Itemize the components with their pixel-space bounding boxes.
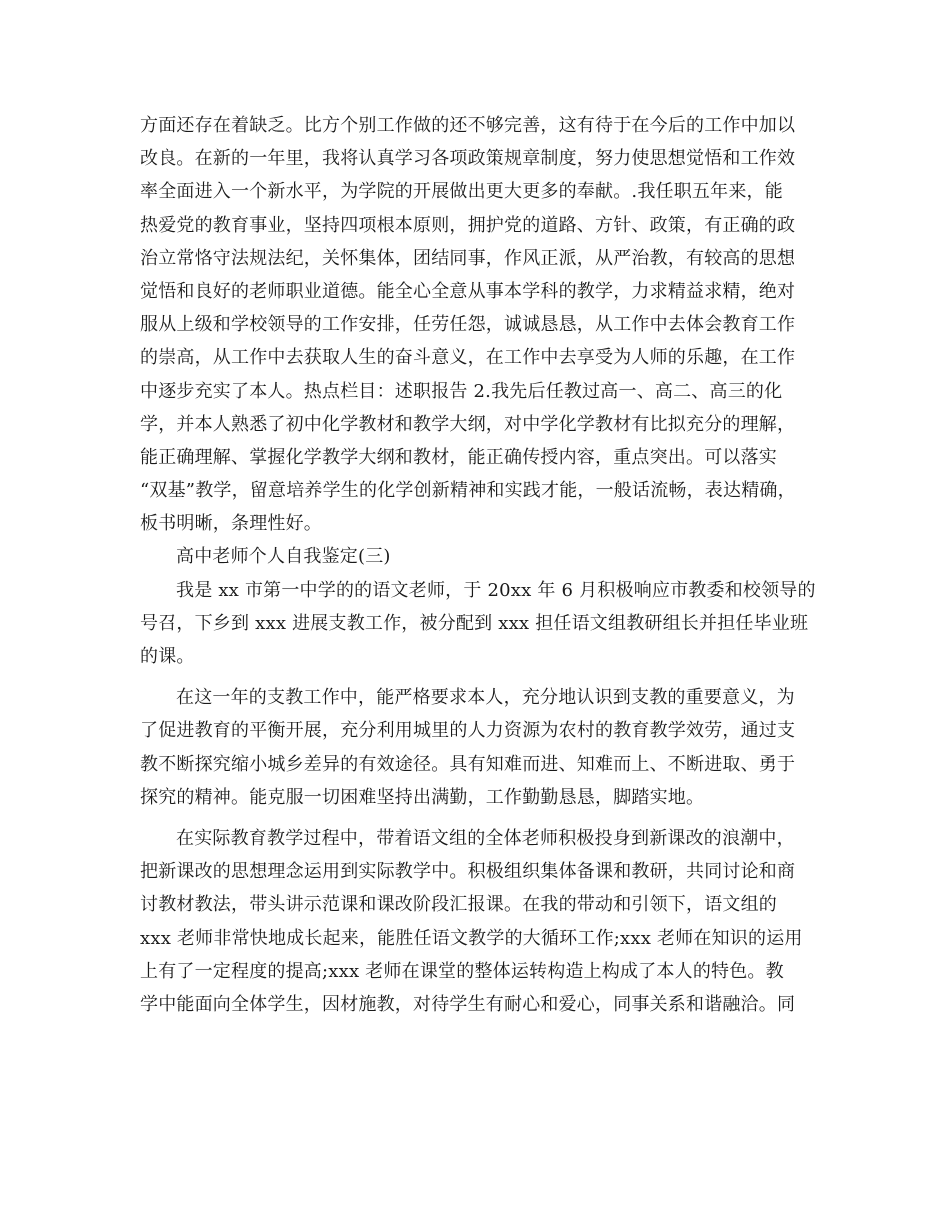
text-line: 把新课改的思想理念运用到实际教学中。积极组织集体备课和教研，共同讨论和商 <box>140 861 796 883</box>
paragraph-gap <box>140 673 830 681</box>
text-line: 讨教材教法，带头讲示范课和课改阶段汇报课。在我的带动和引领下，语文组的 <box>140 894 777 916</box>
text-line: 热爱党的教育事业，坚持四项根本原则，拥护党的道路、方针、政策，有正确的政 <box>140 214 796 236</box>
text-line: xxx 老师非常快地成长起来，能胜任语文教学的大循环工作;xxx 老师在知识的运用 <box>140 927 803 949</box>
paragraph-intro <box>140 574 830 674</box>
text-line: 中逐步充实了本人。热点栏目：述职报告 2.我先后任教过高一、高二、高三的化 <box>140 380 783 402</box>
text-line: “双基”教学，留意培养学生的化学创新精神和实践才能，一般话流畅，表达精确， <box>140 480 796 502</box>
paragraph-gap <box>140 814 830 822</box>
text-line: 探究的精神。能克服一切困难坚持出满勤，工作勤勤恳恳，脚踏实地。 <box>140 786 705 808</box>
text-line: 在这一年的支教工作中，能严格要求本人，充分地认识到支教的重要意义，为 <box>176 687 795 709</box>
text-line: 治立常恪守法规法纪，关怀集体，团结同事，作风正派，从严治教，有较高的思想 <box>140 247 796 269</box>
text-line: 在实际教育教学过程中，带着语文组的全体老师积极投身到新课改的浪潮中， <box>176 827 795 849</box>
text-line: 板书明晰，条理性好。 <box>140 513 322 535</box>
text-line: 方面还存在着缺乏。比方个别工作做的还不够完善，这有待于在今后的工作中加以 <box>140 115 796 136</box>
paragraph-teaching <box>140 822 830 1021</box>
text-line: 学，并本人熟悉了初中化学教材和教学大纲，对中学化学教材有比拟充分的理解， <box>140 413 796 435</box>
document-body <box>140 109 830 1021</box>
text-line: 觉悟和良好的老师职业道德。能全心全意从事本学科的教学，力求精益求精，绝对 <box>140 280 796 302</box>
text-line: 率全面进入一个新水平，为学院的开展做出更大更多的奉献。.我任职五年来，能 <box>140 181 783 203</box>
section-heading: 高中老师个人自我鉴定(三) <box>176 546 391 568</box>
text-line: 的课。 <box>140 646 195 667</box>
text-line: 教不断探究缩小城乡差异的有效途径。具有知难而进、知难而上、不断进取、勇于 <box>140 753 796 775</box>
text-line: 能正确理解、掌握化学教学大纲和教材，能正确传授内容，重点突出。可以落实 <box>140 446 777 468</box>
text-line: 改良。在新的一年里，我将认真学习各项政策规章制度，努力使思想觉悟和工作效 <box>140 148 796 170</box>
text-line: 学中能面向全体学生，因材施教，对待学生有耐心和爱心，同事关系和谐融洽。同 <box>140 993 796 1015</box>
paragraph-work <box>140 681 830 814</box>
text-line: 了促进教育的平衡开展，充分利用城里的人力资源为农村的教育教学效劳，通过支 <box>140 720 796 742</box>
text-line: 上有了一定程度的提高;xxx 老师在课堂的整体运转构造上构成了本人的特色。教 <box>140 960 784 982</box>
text-line: 服从上级和学校领导的工作安排，任劳任怨，诚诚恳恳，从工作中去体会教育工作 <box>140 314 796 336</box>
text-line: 号召，下乡到 xxx 进展支教工作，被分配到 xxx 担任语文组教研组长并担任毕业班 <box>140 612 809 634</box>
text-line: 我是 xx 市第一中学的的语文老师，于 20xx 年 6 月积极响应市教委和校领导的 <box>176 579 816 601</box>
text-line: 的崇高，从工作中去获取人生的奋斗意义，在工作中去享受为人师的乐趣，在工作 <box>140 347 796 369</box>
paragraph-continuation <box>140 109 830 540</box>
